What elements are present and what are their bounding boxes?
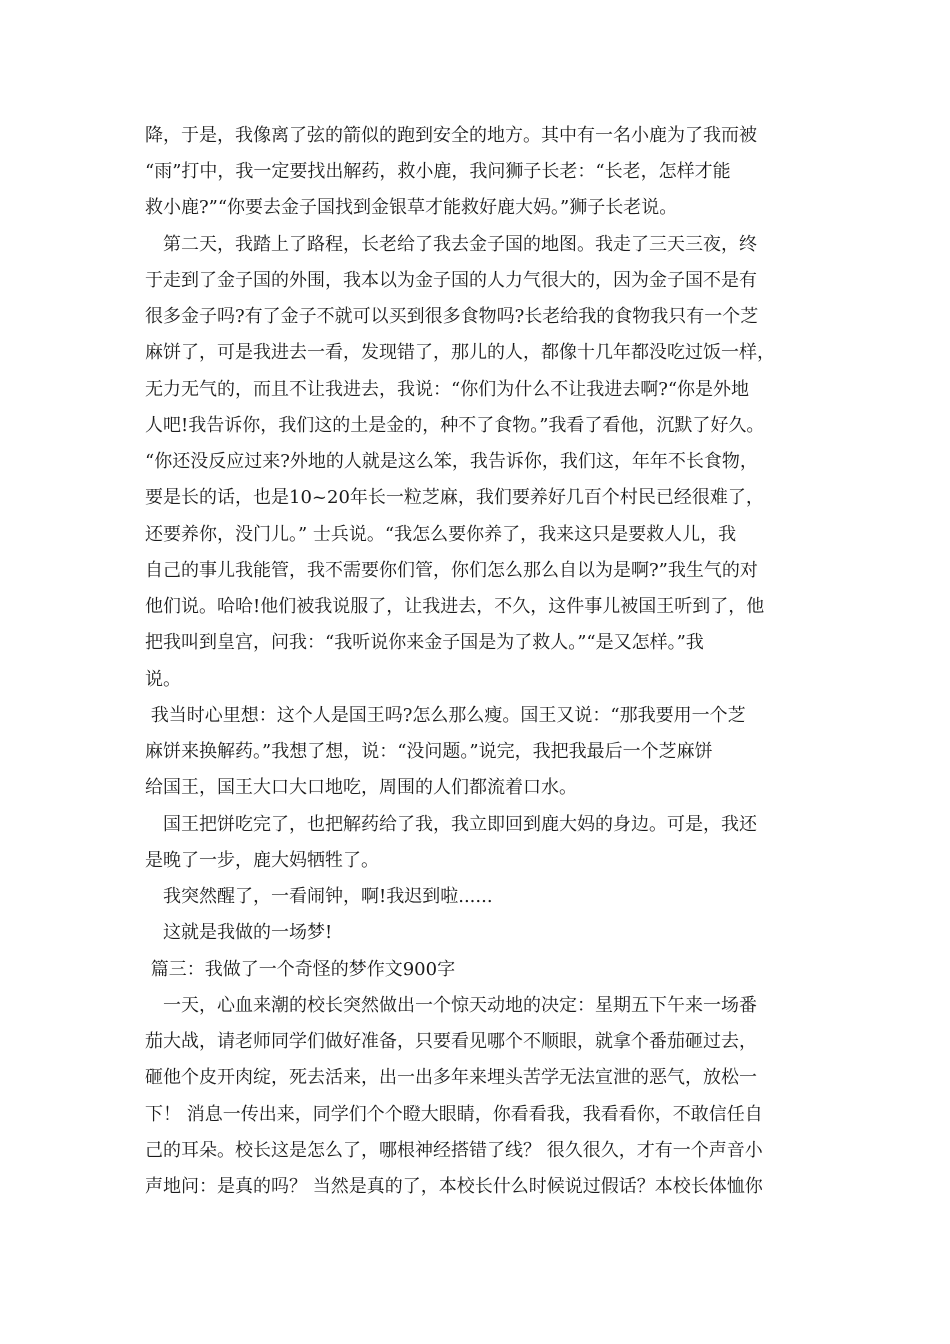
text-line: “雨”打中，我一定要找出解药，救小鹿，我问狮子长老：“长老，怎样才能 (145, 161, 731, 182)
text-line: 给国王，国王大口大口地吃，周围的人们都流着口水。 (145, 777, 577, 798)
text-line: 于走到了金子国的外围，我本以为金子国的人力气很大的，因为金子国不是有 (145, 270, 757, 291)
text-line: 自己的事儿我能管，我不需要你们管，你们怎么那么自以为是啊?”我生气的对 (145, 560, 758, 581)
text-line: 己的耳朵。校长这是怎么了，哪根神经搭错了线？ 很久很久，才有一个声音小 (145, 1140, 763, 1161)
text-line: 很多金子吗?有了金子不就可以买到很多食物吗?长老给我的食物我只有一个芝 (145, 306, 759, 327)
text-line: 我当时心里想：这个人是国王吗?怎么那么瘦。国王又说：“那我要用一个芝 (145, 705, 746, 726)
text-line: 茄大战，请老师同学们做好准备，只要看见哪个不顺眼，就拿个番茄砸过去， (145, 1031, 757, 1052)
text-line: 他们说。哈哈!他们被我说服了，让我进去，不久，这件事儿被国王听到了，他 (145, 596, 765, 617)
text-line: 这就是我做的一场梦! (145, 922, 333, 943)
text-line: 人吧!我告诉你，我们这的土是金的，种不了食物。”我看了看他，沉默了好久。 (145, 415, 765, 436)
section-heading: 篇三：我做了一个奇怪的梦作文900字 (145, 959, 456, 980)
text-line: 把我叫到皇宫，问我：“我听说你来金子国是为了救人。”“是又怎样。”我 (145, 632, 704, 653)
text-line: 我突然醒了，一看闹钟，啊!我迟到啦...... (145, 886, 493, 907)
text-line: 一天，心血来潮的校长突然做出一个惊天动地的决定：星期五下午来一场番 (145, 995, 757, 1016)
text-line: 第二天，我踏上了路程，长老给了我去金子国的地图。我走了三天三夜，终 (145, 234, 757, 255)
text-line: 是晚了一步，鹿大妈牺牲了。 (145, 850, 379, 871)
text-line: 还要养你，没门儿。” 士兵说。“我怎么要你养了，我来这只是要救人儿，我 (145, 524, 737, 545)
text-line: 国王把饼吃完了，也把解药给了我，我立即回到鹿大妈的身边。可是，我还 (145, 814, 757, 835)
text-line: 降，于是，我像离了弦的箭似的跑到安全的地方。其中有一名小鹿为了我而被 (145, 125, 757, 146)
text-line: 声地问：是真的吗？ 当然是真的了，本校长什么时候说过假话？本校长体恤你 (145, 1176, 763, 1197)
text-line: 要是长的话，也是10~20年长一粒芝麻，我们要养好几百个村民已经很难了， (145, 487, 764, 508)
text-line: “你还没反应过来?外地的人就是这么笨，我告诉你，我们这，年年不长食物， (145, 451, 758, 472)
text-line: 说。 (145, 669, 181, 690)
text-line: 下！ 消息一传出来，同学们个个瞪大眼睛，你看看我，我看看你，不敢信任自 (145, 1104, 763, 1125)
text-line: 麻饼了，可是我进去一看，发现错了，那儿的人，都像十几年都没吃过饭一样， (145, 342, 775, 363)
text-line: 无力无气的，而且不让我进去，我说：“你们为什么不让我进去啊?“你是外地 (145, 379, 750, 400)
text-line: 救小鹿?”“你要去金子国找到金银草才能救好鹿大妈。”狮子长老说。 (145, 197, 678, 218)
text-line: 砸他个皮开肉绽，死去活来，出一出多年来埋头苦学无法宣泄的恶气，放松一 (145, 1067, 757, 1088)
text-line: 麻饼来换解药。”我想了想，说：“没问题。”说完，我把我最后一个芝麻饼 (145, 741, 713, 762)
